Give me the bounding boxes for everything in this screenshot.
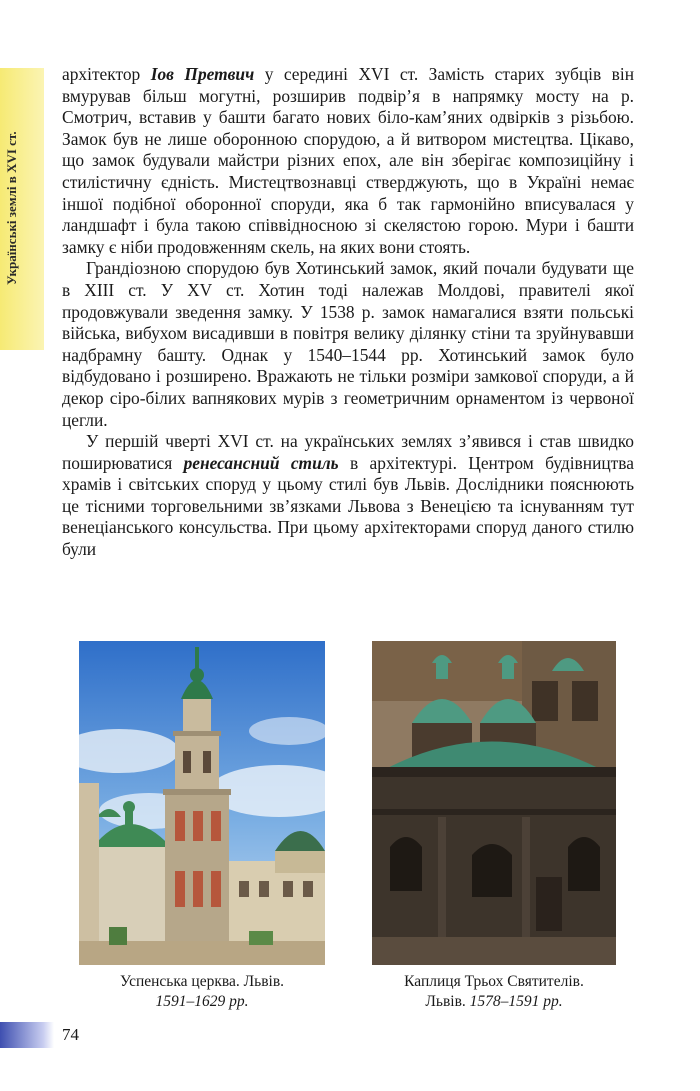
caption-three-saints-chapel <box>362 972 626 1012</box>
page-number-bar <box>0 1022 54 1048</box>
page-number: 74 <box>62 1025 79 1044</box>
paragraph-3 <box>62 431 634 561</box>
paragraph-2: Грандіозною спорудою був Хотинський замок, який почали будувати ще в XIII ст. У XV ст. Хотин тоді належав Молдові, правителі якої продовжували зведення замку. У 1538 р. замок намагалися взяти польські війська, вибухом висадивши в повітря велику ділянку стіни та зруйнувавши надбрамну башту. Однак у 1540–1544 рр. Хотинський замок було відбудовано і розширено. Вражають не тільки розміри замкової споруди, а й декор сіро-білих вапнякових мурів з геометричним орнаментом із червоної цегли. <box>62 258 634 430</box>
main-text <box>62 64 634 561</box>
paragraph-1-rest: у середині XVI ст. Замість старих зубців він вмурував більш могутні, розширив подвір’я в напрямку мосту на р. Смотрич, вставив у башти багато нових біло-кам’яних одвірків з різьбою. Замок був не лише оборонною спорудою, а й витвором мистецтва. Цікаво, що замок будували майстри різних епох, але він зберігає композиційну і стилістичну єдність. Мистецтвознавці стверджують, що в Україні немає іншої подібної оборонної споруди, яка б так гармонійно вписувалася у ландшафт і була такою співвідносною зі скелястою горою. Мури і башти замку є ніби продовженням скель, на яких вони стоять. <box>62 64 635 257</box>
architect-name: Іов Претвич <box>150 64 255 84</box>
caption-2-dates: 1578–1591 рр. <box>469 993 563 1010</box>
caption-1-dates: 1591–1629 рр. <box>155 993 249 1010</box>
section-label: Українські землі в XVI ст. <box>4 131 19 285</box>
paragraph-3-lead: У першій чверті XVI ст. на українських землях з’явився і став швидко поширюватися <box>62 431 634 473</box>
photo-assumption-church <box>79 641 325 965</box>
paragraph-1 <box>62 64 634 258</box>
renaissance-style-term: ренесансний стиль <box>183 452 339 473</box>
caption-1-title: Успенська церква. Львів. <box>119 973 285 990</box>
caption-2-title: Каплиця Трьох Святителів. <box>404 973 584 990</box>
section-side-tab <box>0 68 44 350</box>
paragraph-3-rest: в архітектурі. Центром будівництва храмів і світських споруд у цьому стилі був Львів. Дослідники пояснюють це тісними торговельними зв’язками Львова з Венецією та існуванням тут венеціанського консульства. При цьому архітекторами споруд даного стилю були <box>62 452 634 560</box>
paragraph-1-lead: архітектор <box>62 64 151 84</box>
caption-assumption-church <box>72 972 332 1012</box>
caption-2-place: Львів. <box>425 993 466 1010</box>
photo-three-saints-chapel <box>372 641 616 965</box>
caption-2-line2 <box>362 992 626 1012</box>
